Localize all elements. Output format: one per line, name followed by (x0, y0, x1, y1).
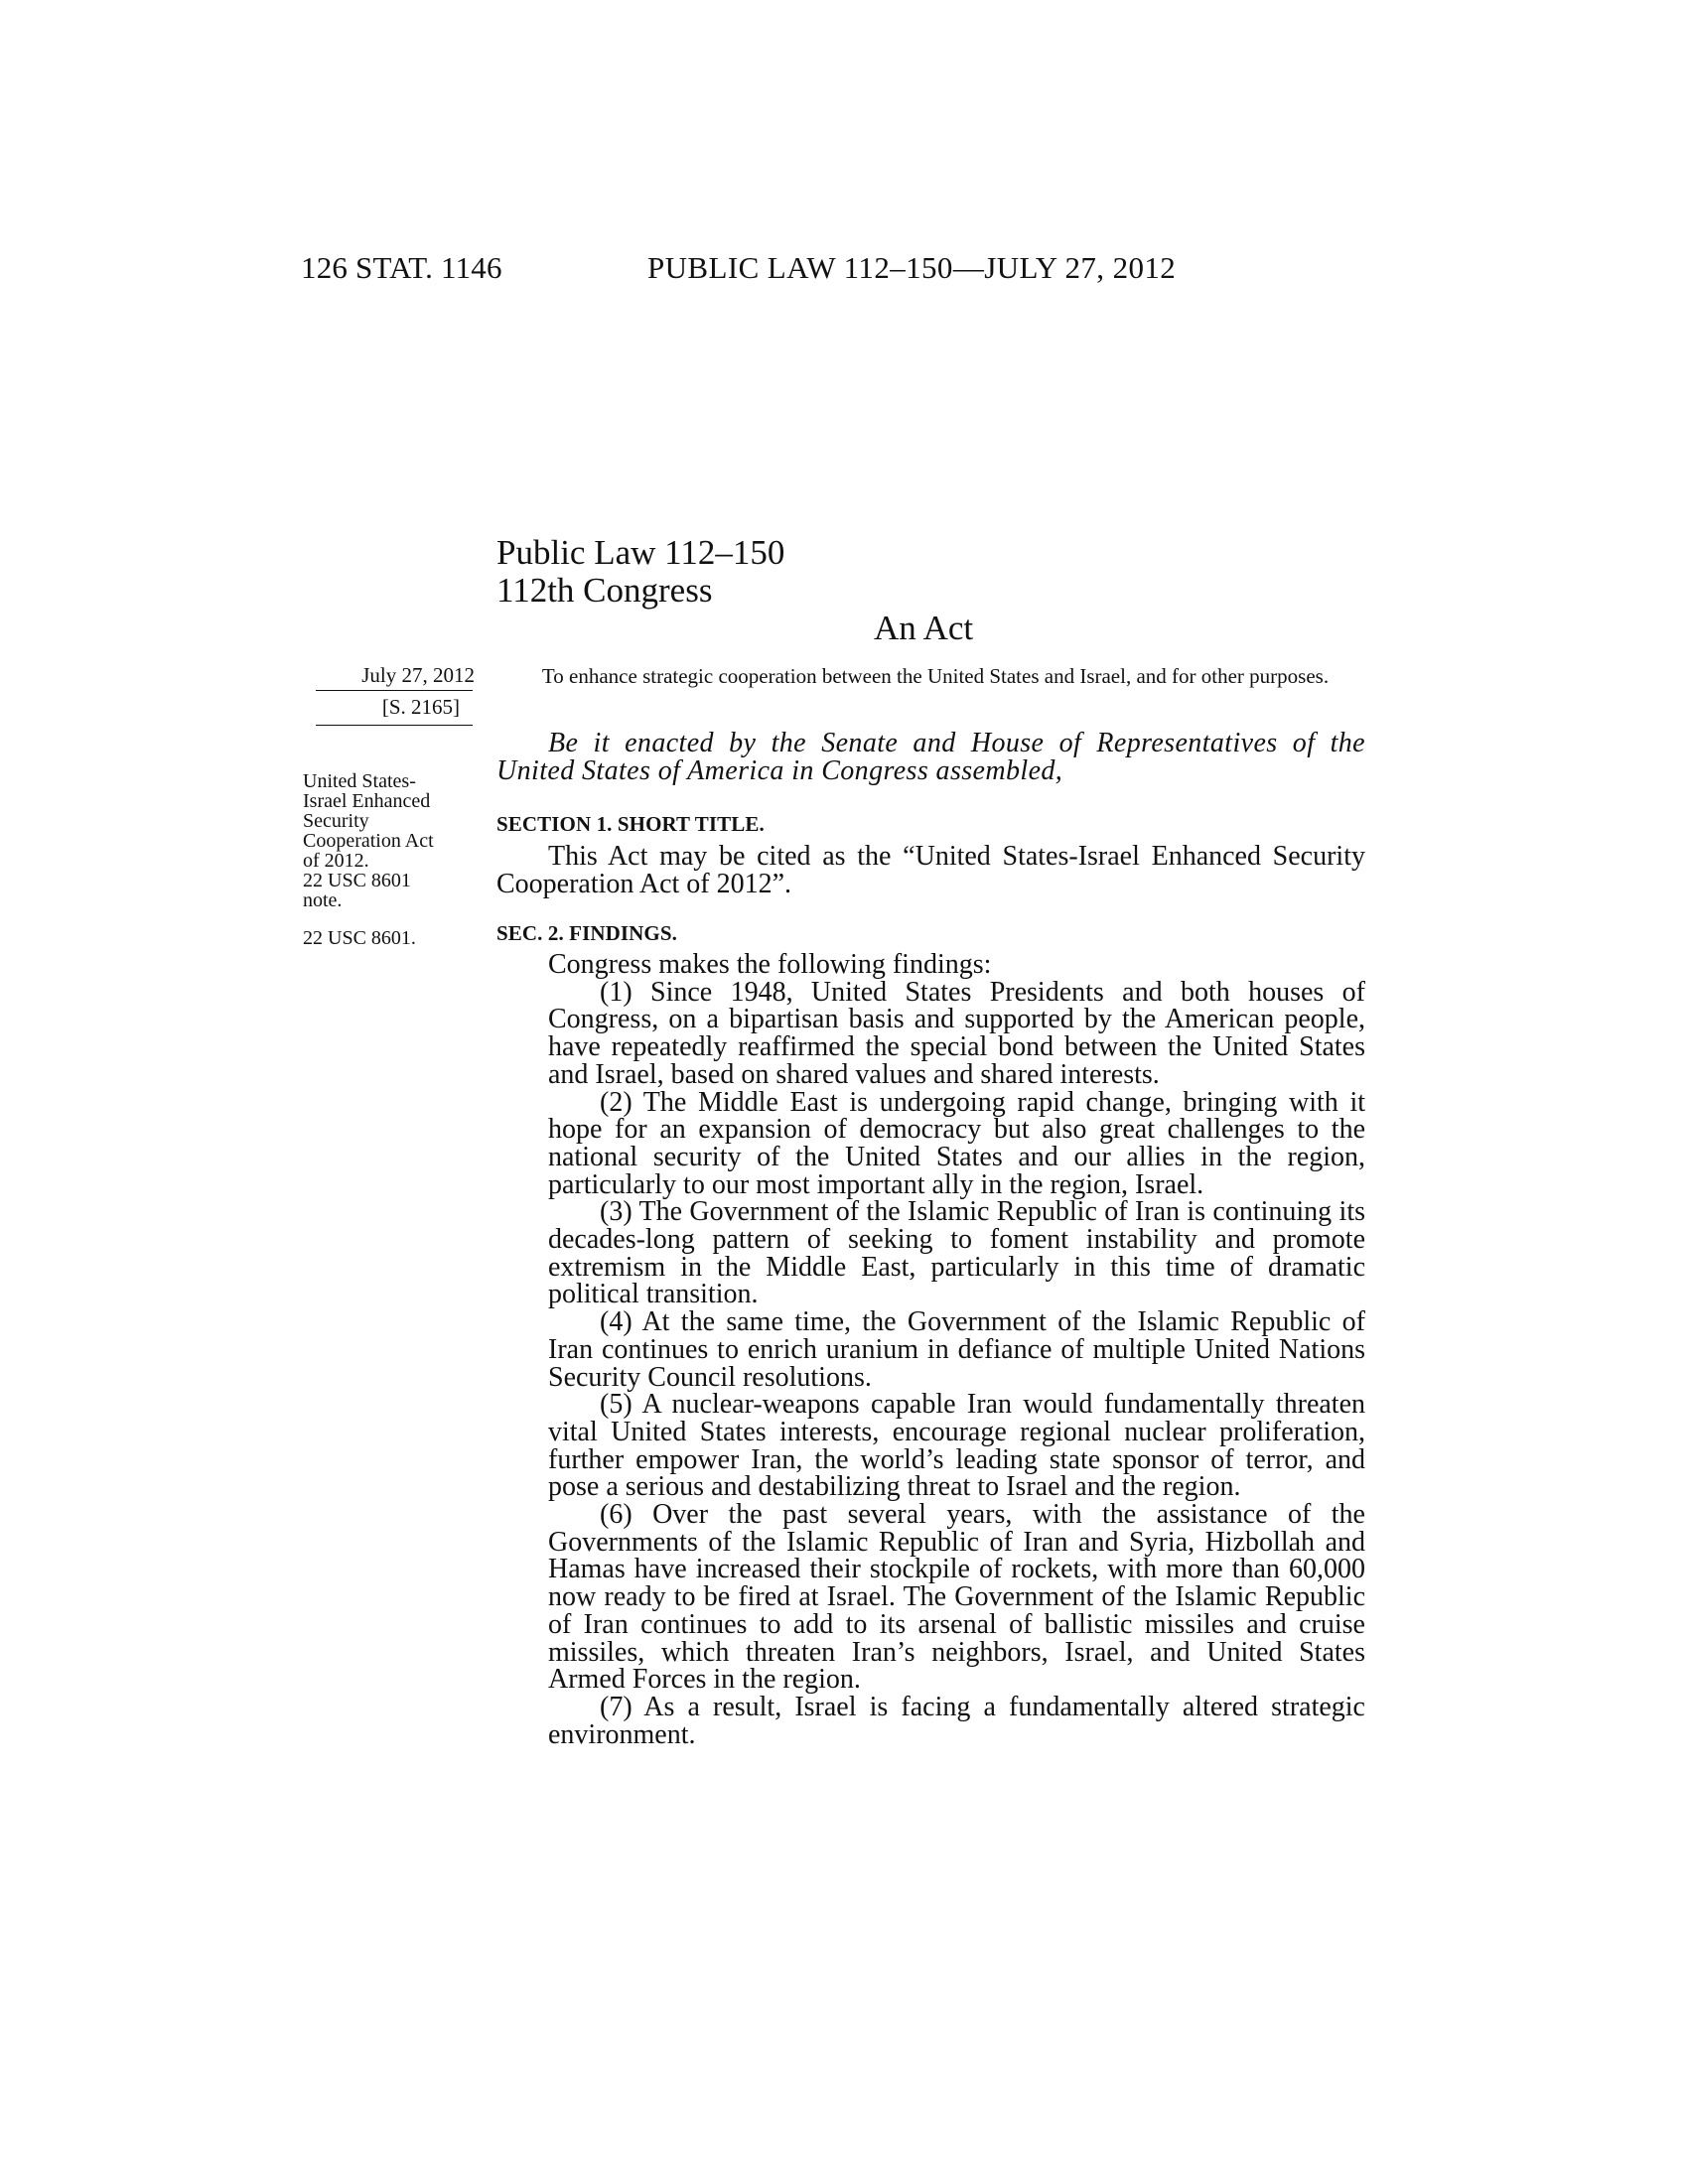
margin-date: July 27, 2012 (361, 663, 475, 687)
margin-divider (316, 725, 473, 726)
section2-heading: SEC. 2. FINDINGS. (496, 921, 677, 945)
margin-note-line: United States- (303, 770, 416, 792)
margin-note-line: 22 USC 8601 (303, 870, 411, 891)
law-number: Public Law 112–150 (496, 533, 785, 572)
running-title: PUBLIC LAW 112–150—JULY 27, 2012 (647, 250, 1177, 285)
finding-2: (2) The Middle East is undergoing rapid change, bringing with it hope for an expansion of democracy but also great challenges to the national security of the United States and our allies in the region, particularly to our most important ally in the region, Israel. (548, 1086, 1365, 1200)
section1-text: This Act may be cited as the “United States-Israel Enhanced Security Cooperation Act of 2012”. (496, 841, 1365, 899)
margin-divider (316, 690, 473, 691)
finding-1: (1) Since 1948, United States Presidents and both houses of Congress, on a bipartisan basis and supported by the American people, have repeatedly reaffirmed the special bond between the United States and Israel, based on shared values and shared interests. (548, 976, 1365, 1090)
act-label: An Act (874, 609, 974, 647)
section1-heading: SECTION 1. SHORT TITLE. (496, 812, 765, 836)
findings-intro: Congress makes the following findings: (548, 949, 992, 980)
finding-3: (3) The Government of the Islamic Republic of Iran is continuing its decades-long pattern of seeking to foment instability and promote extremism in the Middle East, particularly in this time of dramatic political transition. (548, 1196, 1365, 1310)
margin-note-line: Security (303, 810, 369, 832)
margin-note-line: Israel Enhanced (303, 790, 431, 812)
margin-note-line: note. (303, 889, 343, 911)
finding-7: (7) As a result, Israel is facing a fundamentally altered strategic environment. (548, 1691, 1365, 1750)
finding-4: (4) At the same time, the Government of the Islamic Republic of Iran continues to enrich uranium in defiance of multiple United Nations Security Council resolutions. (548, 1306, 1365, 1393)
stat-reference: 126 STAT. 1146 (301, 250, 502, 285)
margin-note-sec2: 22 USC 8601. (303, 927, 416, 949)
purpose-statement: To enhance strategic cooperation between the United States and Israel, and for other purposes. (541, 664, 1330, 688)
margin-note-line: of 2012. (303, 850, 369, 872)
margin-note-line: Cooperation Act (303, 830, 434, 852)
finding-6: (6) Over the past several years, with the assistance of the Governments of the Islamic Republic of Iran and Syria, Hizbollah and Hamas have increased their stockpile of rockets, with more than 60,000 now ready to be fired at Israel. The Government of the Islamic Republic of Iran continues to add to its arsenal of ballistic missiles and cruise missiles, which threaten Iran’s neighbors, Israel, and United States Armed Forces in the region. (548, 1499, 1365, 1696)
congress-label: 112th Congress (496, 571, 713, 610)
enacting-clause: Be it enacted by the Senate and House of Representatives of the United States of America in Congress assembled, (496, 728, 1365, 786)
finding-5: (5) A nuclear-weapons capable Iran would fundamentally threaten vital United States interests, encourage regional nuclear proliferation, further empower Iran, the world’s leading state sponsor of terror, and pose a serious and destabilizing threat to Israel and the region. (548, 1389, 1365, 1503)
findings-list (548, 951, 1365, 1748)
margin-bill-number: [S. 2165] (381, 695, 460, 719)
